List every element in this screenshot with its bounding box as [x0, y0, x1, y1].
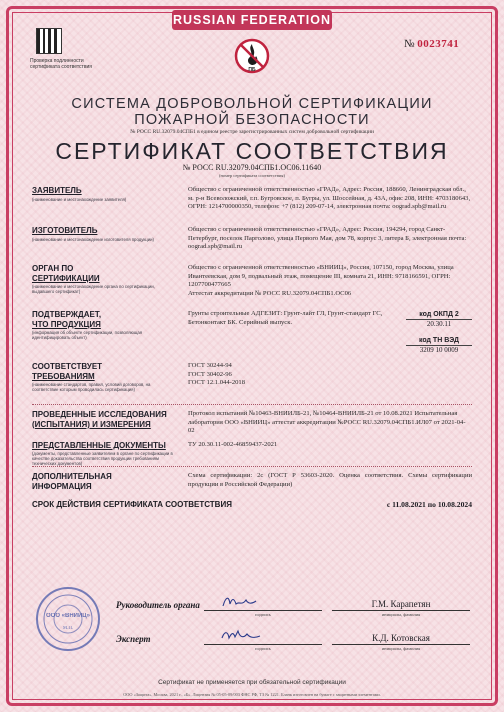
system-title-line2: ПОЖАРНОЙ БЕЗОПАСНОСТИ	[134, 112, 370, 128]
section-certification-body	[32, 264, 472, 306]
tests-text: Протокол испытаний №10463-ВНИИЛБ-21, №10464-ВНИИЛБ-21 от 10.08.2021 Испытательная лаборатория ООО «ВНИИЦ» аттестат аккредитации №РОСС RU.32079.04СПБ1.ИЛ07 от 2021-04-02	[188, 410, 466, 435]
serial-value: 0023741	[417, 38, 460, 50]
serial-number	[404, 38, 459, 50]
organization-stamp-icon	[34, 585, 102, 653]
manufacturer-text: Общество с ограниченной ответственностью «ГРАД», Адрес: Россия, 194294, город Санкт-Петербург, поселок Парголово, улица Первого Мая, дом 78, корпус 3, литера Б, электронная почта: oograd.spb@mail.ru	[188, 226, 467, 251]
expert-role: Эксперт	[116, 634, 151, 644]
head-name-line	[332, 610, 470, 611]
footer-print-info: ООО «Защита», Москва, 2021 г., «Б», Лицензия № 05-05-09/003 ФНС РФ, ТЗ № 1221. Бланк изготовлен на бумаге с защитными элементами.	[123, 692, 381, 697]
body-address: Общество с ограниченной ответственностью «ВНИИЦ», Россия, 107150, город Москва, улица Ивантеевская, дом 9, подвальный этаж, помещение III, комната 21, ИНН: 9718166591, ОГРН: 1207700477665	[188, 264, 454, 289]
info-text: Схема сертификации: 2с (ГОСТ Р 53603-2020. Оценка соответствия. Схемы сертификации продукции в Российской Федерации)	[188, 472, 472, 488]
section-documents	[32, 441, 472, 467]
manufacturer-note: (наименование и местонахождение изготовителя продукции)	[32, 237, 154, 242]
body-text	[188, 264, 472, 298]
section-manufacturer	[32, 226, 472, 260]
signature-icon	[220, 592, 260, 610]
manufacturer-label: ИЗГОТОВИТЕЛЬ	[32, 226, 98, 235]
qr-code-icon[interactable]	[36, 28, 62, 54]
sign-caption: подпись	[255, 646, 271, 651]
applicant-note: (наименование и местонахождение заявителя)	[32, 197, 127, 202]
expert-name-line	[332, 644, 470, 645]
documents-text: ТУ 20.30.11-002-46859437-2021	[188, 441, 278, 448]
fire-safety-logo-icon	[234, 38, 270, 74]
requirements-note: (наименование стандартов, правил, условий договоров, на соответствие которым проводилась сертификация)	[32, 382, 151, 392]
stamp-mp: М.П.	[62, 626, 74, 631]
logo-text: ПБ	[248, 67, 256, 73]
system-registry: № РОСС RU.32079.04СПБ1 в едином реестре зарегистрированных систем добровольной сертификации	[130, 129, 374, 135]
requirement-item: ГОСТ 30244-94	[188, 362, 232, 369]
requirement-item: ГОСТ 30402-96	[188, 370, 232, 378]
product-label: ПОДТВЕРЖДАЕТ, ЧТО ПРОДУКЦИЯ	[32, 310, 102, 329]
system-title-line1: СИСТЕМА ДОБРОВОЛЬНОЙ СЕРТИФИКАЦИИ	[71, 96, 433, 112]
head-sign-line	[204, 610, 322, 611]
divider	[32, 404, 472, 405]
section-applicant	[32, 186, 472, 220]
body-label: ОРГАН ПО СЕРТИФИКАЦИИ	[32, 264, 100, 283]
certificate-number: № РОСС RU.32079.04СПБ1.ОС06.11640	[182, 163, 322, 172]
certificate-title: СЕРТИФИКАТ СООТВЕТСТВИЯ	[55, 138, 449, 164]
requirements-label: СООТВЕТСТВУЕТ ТРЕБОВАНИЯМ	[32, 362, 103, 381]
certificate-number-caption: (номер сертификата соответствия)	[219, 173, 285, 178]
requirement-item: ГОСТ 12.1.044-2018	[188, 379, 246, 387]
footer-note: Сертификат не применяется при обязательной сертификации	[158, 679, 346, 686]
tnved-code: код ТН ВЭД 3209 10 0009	[406, 336, 472, 355]
product-text: Грунты строительные АДГЕЗИТ: Грунт-лайт ГЛ, Грунт-стандарт ГС, Бетонконтакт БК. Серийный выпуск.	[188, 310, 383, 326]
section-requirements	[32, 362, 472, 406]
expert-sign-line	[204, 644, 322, 645]
expert-name: К.Д. Котовская	[372, 633, 430, 643]
section-tests	[32, 410, 472, 436]
sign-caption: подпись	[255, 612, 271, 617]
head-name: Г.М. Карапетян	[371, 599, 431, 609]
name-caption: инициалы, фамилия	[381, 612, 421, 617]
validity-label: СРОК ДЕЙСТВИЯ СЕРТИФИКАТА СООТВЕТСТВИЯ	[32, 500, 232, 509]
validity-value: с 11.08.2021 по 10.08.2024	[386, 500, 472, 509]
requirements-list	[188, 362, 472, 388]
body-note: (наименование и местонахождение органа по сертификации, выдавшего сертификат)	[32, 284, 155, 294]
section-product	[32, 310, 472, 358]
applicant-label: ЗАЯВИТЕЛЬ	[32, 186, 82, 195]
applicant-text: Общество с ограниченной ответственностью «ГРАД», Адрес: Россия, 188660, Ленинградская обл., м. р-н Всеволожский, г.п. Бугровское, п. Бугры, ул. Шоссейная, д. 43А, офис 208, ИНН: 4703180643, ОГРН: 1214700000350, телефон: +7 (812) 209-07-14, электронная почта: oograd.spb@mail.ru	[188, 186, 471, 211]
name-caption: инициалы, фамилия	[381, 646, 421, 651]
okpd-code: код ОКПД 2 20.30.11	[406, 310, 472, 329]
serial-prefix: №	[404, 38, 415, 50]
documents-note: (документы, представленные заявителем в органе по сертификации в качестве доказательства соответствия продукции требованиям технических документов)	[32, 451, 173, 466]
country-banner: RUSSIAN FEDERATION	[172, 10, 332, 30]
info-label: ДОПОЛНИТЕЛЬНАЯ ИНФОРМАЦИЯ	[32, 472, 112, 491]
qr-caption: Проверка подлинности сертификата соответствия	[30, 58, 93, 70]
head-role: Руководитель органа	[116, 600, 200, 610]
tests-label: ПРОВЕДЕННЫЕ ИССЛЕДОВАНИЯ (ИСПЫТАНИЯ) И ИЗМЕРЕНИЯ	[32, 410, 167, 429]
signature-icon	[220, 626, 264, 644]
documents-label: ПРЕДСТАВЛЕННЫЕ ДОКУМЕНТЫ	[32, 441, 166, 450]
stamp-text: ООО «ВНИИЦ»	[45, 613, 91, 619]
product-note: (информация об объекте сертификации, позволяющая идентифицировать объект)	[32, 330, 143, 340]
section-additional-info	[32, 472, 472, 494]
body-accreditation: Аттестат аккредитации № РОСС RU.32079.04СПБ1.ОС06	[188, 289, 352, 297]
divider	[32, 466, 472, 467]
